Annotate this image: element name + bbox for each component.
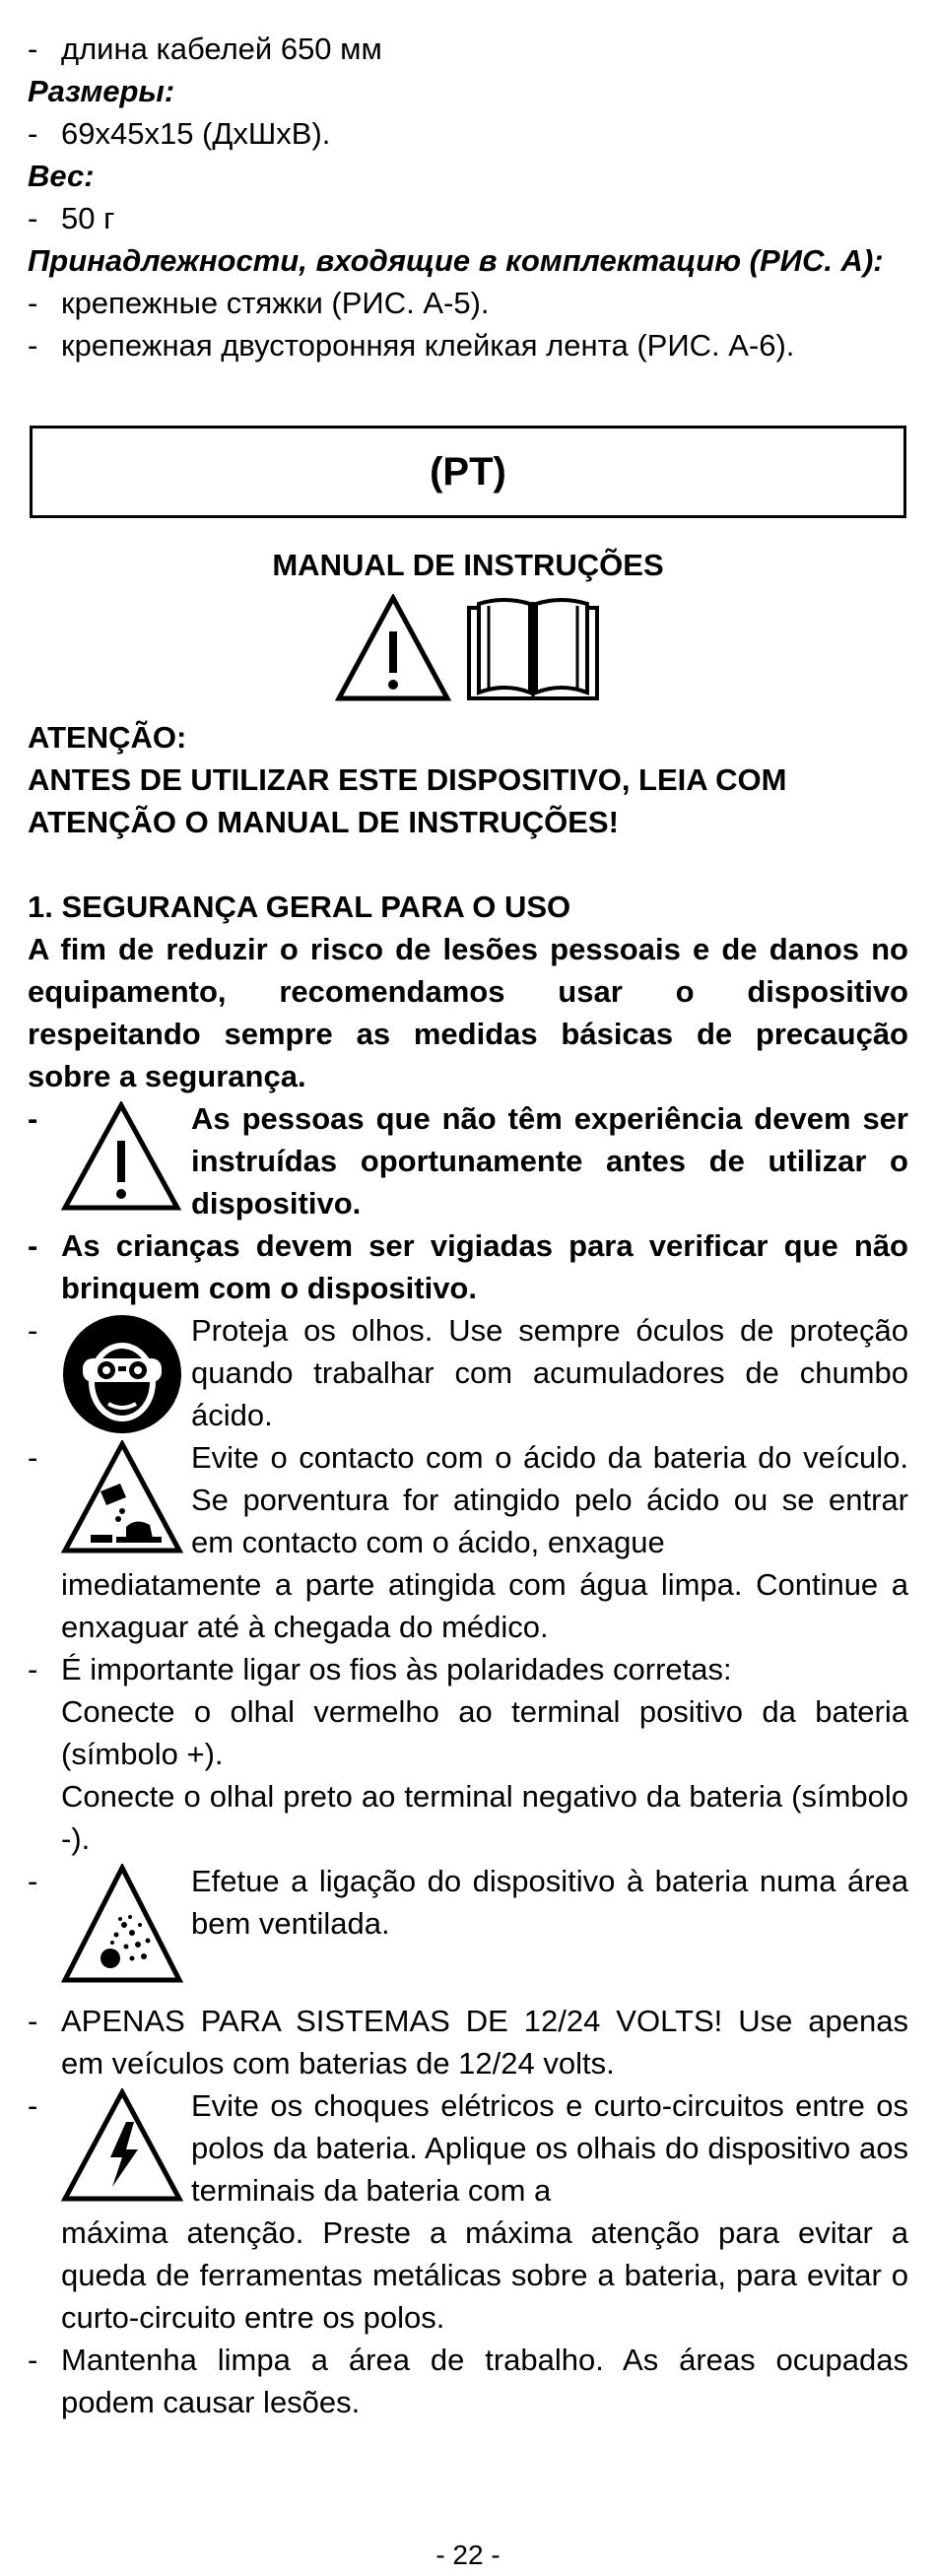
eye-icon-cell — [61, 1309, 191, 1435]
language-code: (PT) — [430, 449, 506, 494]
header-icons — [28, 594, 908, 702]
explosive-icon-cell — [61, 1860, 191, 1986]
list-dash: - — [28, 1313, 38, 1348]
list-dash: - — [28, 2088, 38, 2123]
list-dash: - — [28, 201, 38, 235]
clean-area-item — [28, 2339, 908, 2423]
manual-title: MANUAL DE INSTRUÇÕES — [272, 548, 664, 582]
children-item — [28, 1224, 908, 1309]
list-text-continued: máxima atenção. Preste a máxima atenção para evitar a queda de ferramentas metálicas sobre a bateria, para evitar o curto-circuito entre os polos. — [61, 2215, 908, 2335]
list-text-continued: imediatamente a parte atingida com água limpa. Continue a enxaguar até à chegada do médico. — [61, 1567, 908, 1644]
list-text: Evite os choques elétricos e curto-circuitos entre os polos da bateria. Aplique os olhais do dispositivo aos terminais da bateria com a — [191, 2088, 908, 2208]
list-dash: - — [28, 2343, 38, 2377]
acid-icon-cell — [61, 1436, 191, 1554]
explosive-gas-icon — [61, 1864, 183, 1986]
shock-item — [28, 2084, 908, 2212]
accessories-heading: Принадлежности, входящие в комплектацию (РИС. А): — [28, 243, 884, 278]
section-intro: A fim de reduzir o risco de lesões pessoais e de danos no equipamento, recomendamos usar o dispositivo respeitando sempre as medidas básicas de precaução sobre a segurança. — [28, 932, 908, 1093]
list-dash: - — [28, 1228, 38, 1263]
list-dash: - — [28, 286, 38, 320]
manual-page — [0, 28, 936, 2570]
list-dash: - — [28, 1652, 38, 1686]
list-text: длина кабелей 650 мм — [61, 32, 382, 66]
eyes-item — [28, 1309, 908, 1436]
corrosive-acid-icon — [61, 1440, 183, 1554]
warning-triangle-icon — [335, 594, 451, 702]
sizes-item — [28, 112, 908, 155]
list-dash: - — [28, 328, 38, 363]
accessory-item — [28, 282, 908, 324]
list-dash: - — [28, 1440, 38, 1475]
weight-heading: Вес: — [28, 159, 95, 193]
red-terminal-text: Conecte o olhal vermelho ao terminal positivo da bateria (símbolo +). — [61, 1694, 908, 1771]
list-text: As pessoas que não têm experiência devem ser instruídas oportunamente antes de utilizar o dispositivo. — [191, 1101, 908, 1221]
black-terminal-text: Conecte o olhal preto ao terminal negativo da bateria (símbolo -). — [61, 1779, 908, 1856]
polarity-item — [28, 1648, 908, 1690]
list-text: APENAS PARA SISTEMAS DE 12/24 VOLTS! Use apenas em veículos com baterias de 12/24 volts. — [61, 2004, 908, 2081]
list-text: É importante ligar os fios às polaridades corretas: — [61, 1652, 732, 1686]
attention-text: ANTES DE UTILIZAR ESTE DISPOSITIVO, LEIA COM ATENÇÃO O MANUAL DE INSTRUÇÕES! — [28, 762, 787, 839]
warning-icon-cell — [61, 1097, 191, 1212]
list-dash: - — [28, 116, 38, 151]
ventilation-item — [28, 1860, 908, 1986]
volts-item — [28, 2000, 908, 2084]
weight-item — [28, 197, 908, 239]
list-text: крепежные стяжки (РИС. А-5). — [61, 286, 490, 320]
shock-icon-cell — [61, 2084, 191, 2203]
list-text: Evite o contacto com o ácido da bateria do veículo. Se porventura for atingido pelo ácido ou se entrar em contacto com o ácido, enxague — [191, 1440, 908, 1559]
list-dash: - — [28, 1864, 38, 1898]
list-dash: - — [28, 1101, 38, 1136]
electric-shock-icon — [61, 2088, 183, 2203]
list-text: Mantenha limpa a área de trabalho. As áreas ocupadas podem causar lesões. — [61, 2343, 908, 2419]
section-title: 1. SEGURANÇA GERAL PARA O USO — [28, 890, 571, 924]
cable-length-item — [28, 28, 908, 70]
attention-label: ATENÇÃO: — [28, 720, 187, 755]
list-text: 69x45x15 (ДxШxВ). — [61, 116, 331, 151]
list-dash: - — [28, 2004, 38, 2038]
language-box — [30, 426, 906, 518]
inexperienced-item — [28, 1097, 908, 1224]
acid-item — [28, 1436, 908, 1563]
list-text: 50 г — [61, 201, 115, 235]
accessory-item — [28, 324, 908, 366]
warning-triangle-icon — [61, 1101, 181, 1212]
list-text: Efetue a ligação do dispositivo à bateria numa área bem ventilada. — [191, 1864, 908, 1941]
list-dash: - — [28, 32, 38, 66]
sizes-heading: Размеры: — [28, 74, 175, 108]
list-text: крепежная двусторонняя клейкая лента (РИС. А-6). — [61, 328, 795, 363]
list-text: Proteja os olhos. Use sempre óculos de proteção quando trabalhar com acumuladores de chumbo ácido. — [191, 1313, 908, 1432]
page-number: - 22 - — [435, 2540, 501, 2570]
list-text: As crianças devem ser vigiadas para verificar que não brinquem com o dispositivo. — [61, 1228, 908, 1305]
eye-protection-icon — [61, 1313, 183, 1435]
manual-book-icon — [465, 594, 601, 702]
